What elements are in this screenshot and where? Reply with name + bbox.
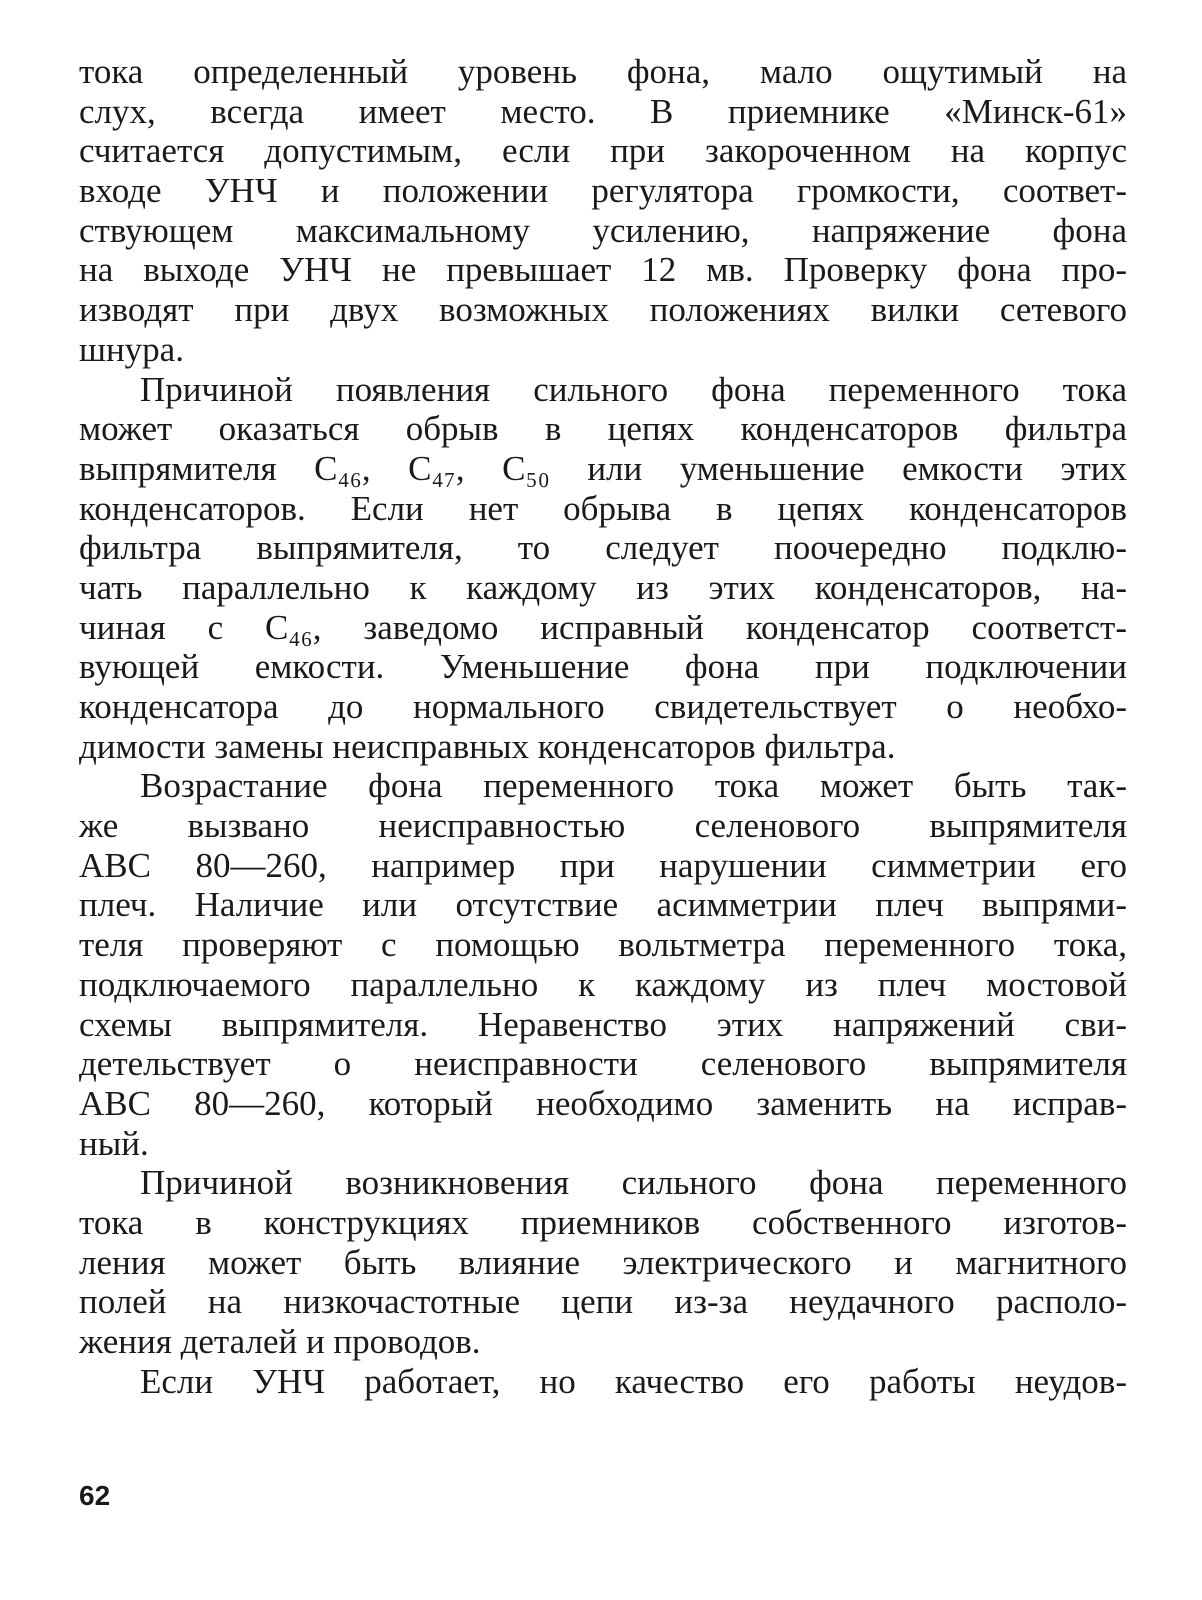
text-line: плеч. Наличие или отсутствие асимметрии плеч выпрями- (79, 885, 1127, 925)
text-line: конденсатора до нормального свидетельствует о необхо- (79, 687, 1127, 726)
text-line: Причиной появления сильного фона переменного тока (140, 369, 1127, 409)
text-line: на выходе УНЧ не превышает 12 мв. Проверку фона про- (79, 250, 1127, 290)
text-line: может оказаться обрыв в цепях конденсаторов фильтра (79, 409, 1127, 449)
text-line: вующей емкости. Уменьшение фона при подключении (79, 647, 1127, 687)
text-line: ствующем максимальному усилению, напряжение фона (79, 210, 1127, 250)
text-line: ления может быть влияние электрического и магнитного (79, 1242, 1127, 1282)
text-line: АВС 80—260, который необходимо заменить на исправ- (79, 1083, 1127, 1123)
text-line: же вызвано неисправностью селенового выпрямителя (79, 806, 1127, 846)
text-line: чиная с C₄₆, заведомо исправный конденсатор соответст- (79, 607, 1127, 647)
text-line: димости замены неисправных конденсаторов фильтра. (79, 726, 896, 766)
text-line: схемы выпрямителя. Неравенство этих напряжений сви- (79, 1004, 1127, 1044)
text-line: чать параллельно к каждому из этих конденсаторов, на- (79, 567, 1127, 607)
text-line: АВС 80—260, например при нарушении симметрии его (79, 845, 1127, 885)
text-line: шнура. (79, 329, 184, 369)
paragraph-3 (79, 766, 1127, 1163)
text-line: фильтра выпрямителя, то следует поочередно подклю- (79, 528, 1127, 568)
text-line: слух, всегда имеет место. В приемнике «Минск-61» (79, 91, 1127, 131)
text-line: жения деталей и проводов. (79, 1322, 481, 1361)
paragraph-4 (79, 1163, 1127, 1361)
paragraph-2 (79, 370, 1127, 767)
text-line: подключаемого параллельно к каждому из плеч мостовой (79, 964, 1127, 1004)
text-line: изводят при двух возможных положениях вилки сетевого (79, 290, 1127, 330)
text-line: Возрастание фона переменного тока может быть так- (140, 766, 1127, 806)
text-line: детельствует о неисправности селенового выпрямителя (79, 1044, 1127, 1084)
paragraph-1 (79, 52, 1127, 370)
text-line: ный. (79, 1123, 149, 1163)
text-line: тока в конструкциях приемников собственного изготов- (79, 1202, 1127, 1242)
paragraph-5 (79, 1362, 1127, 1402)
text-line: полей на низкочастотные цепи из-за неудачного располо- (79, 1282, 1127, 1322)
text-line: входе УНЧ и положении регулятора громкости, соответ- (79, 171, 1127, 211)
text-line: выпрямителя C₄₆, C₄₇, C₅₀ или уменьшение емкости этих (79, 448, 1127, 488)
text-line: тока определенный уровень фона, мало ощутимый на (79, 52, 1127, 91)
page-number: 62 (79, 1480, 111, 1511)
text-line: Если УНЧ работает, но качество его работы неудов- (140, 1361, 1127, 1401)
text-line: теля проверяют с помощью вольтметра переменного тока, (79, 925, 1127, 965)
text-line: считается допустимым, если при закороченном на корпус (79, 131, 1127, 171)
text-line: конденсаторов. Если нет обрыва в цепях конденсаторов (79, 488, 1127, 528)
text-line: Причиной возникновения сильного фона переменного (140, 1163, 1127, 1203)
body-text (79, 52, 1127, 1401)
